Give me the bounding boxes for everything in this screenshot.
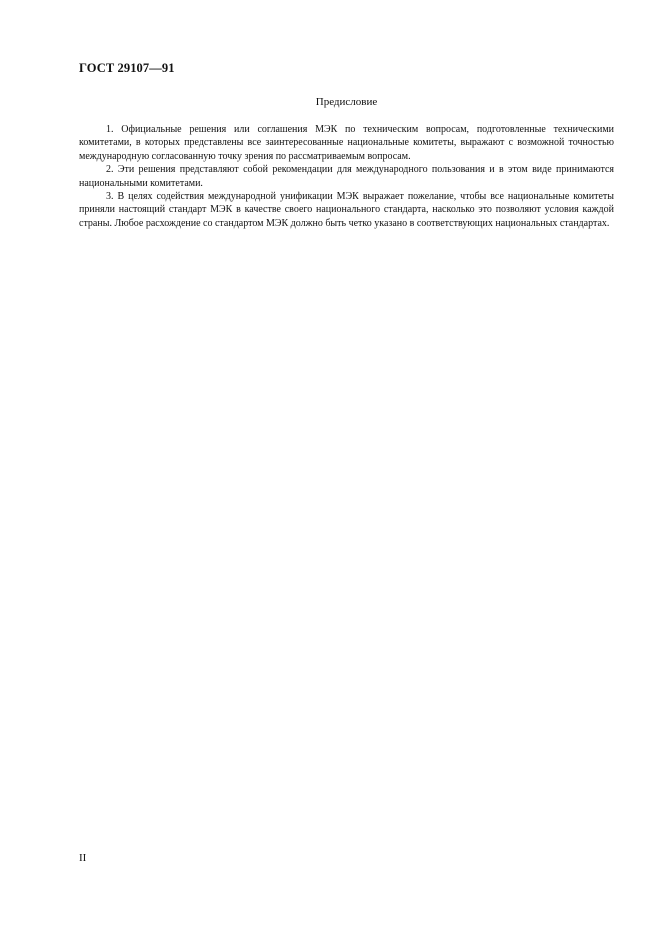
foreword-body [79,123,614,230]
foreword-paragraph-1: 1. Официальные решения или соглашения МЭК по техническим вопросам, подготовленные техническими комитетами, в которых представлены все заинтересованные национальные комитеты, выражают с возможной точностью международную согласованную точку зрения по рассматриваемым вопросам. [79,124,614,162]
section-title: Предисловие [315,96,378,108]
foreword-paragraph-2: 2. Эти решения представляют собой рекомендации для международного пользования и в этом виде принимаются национальными комитетами. [79,164,614,189]
document-code-header: ГОСТ 29107—91 [79,61,175,75]
page-number: II [79,852,87,864]
foreword-paragraph-3: 3. В целях содействия международной унификации МЭК выражает пожелание, чтобы все национальные комитеты приняли настоящий стандарт МЭК в качестве своего национального стандарта, насколько это позволяют условия каждой страны. Любое расхождение со стандартом МЭК должно быть четко указано в соответствующих национальных стандартах. [79,191,614,229]
